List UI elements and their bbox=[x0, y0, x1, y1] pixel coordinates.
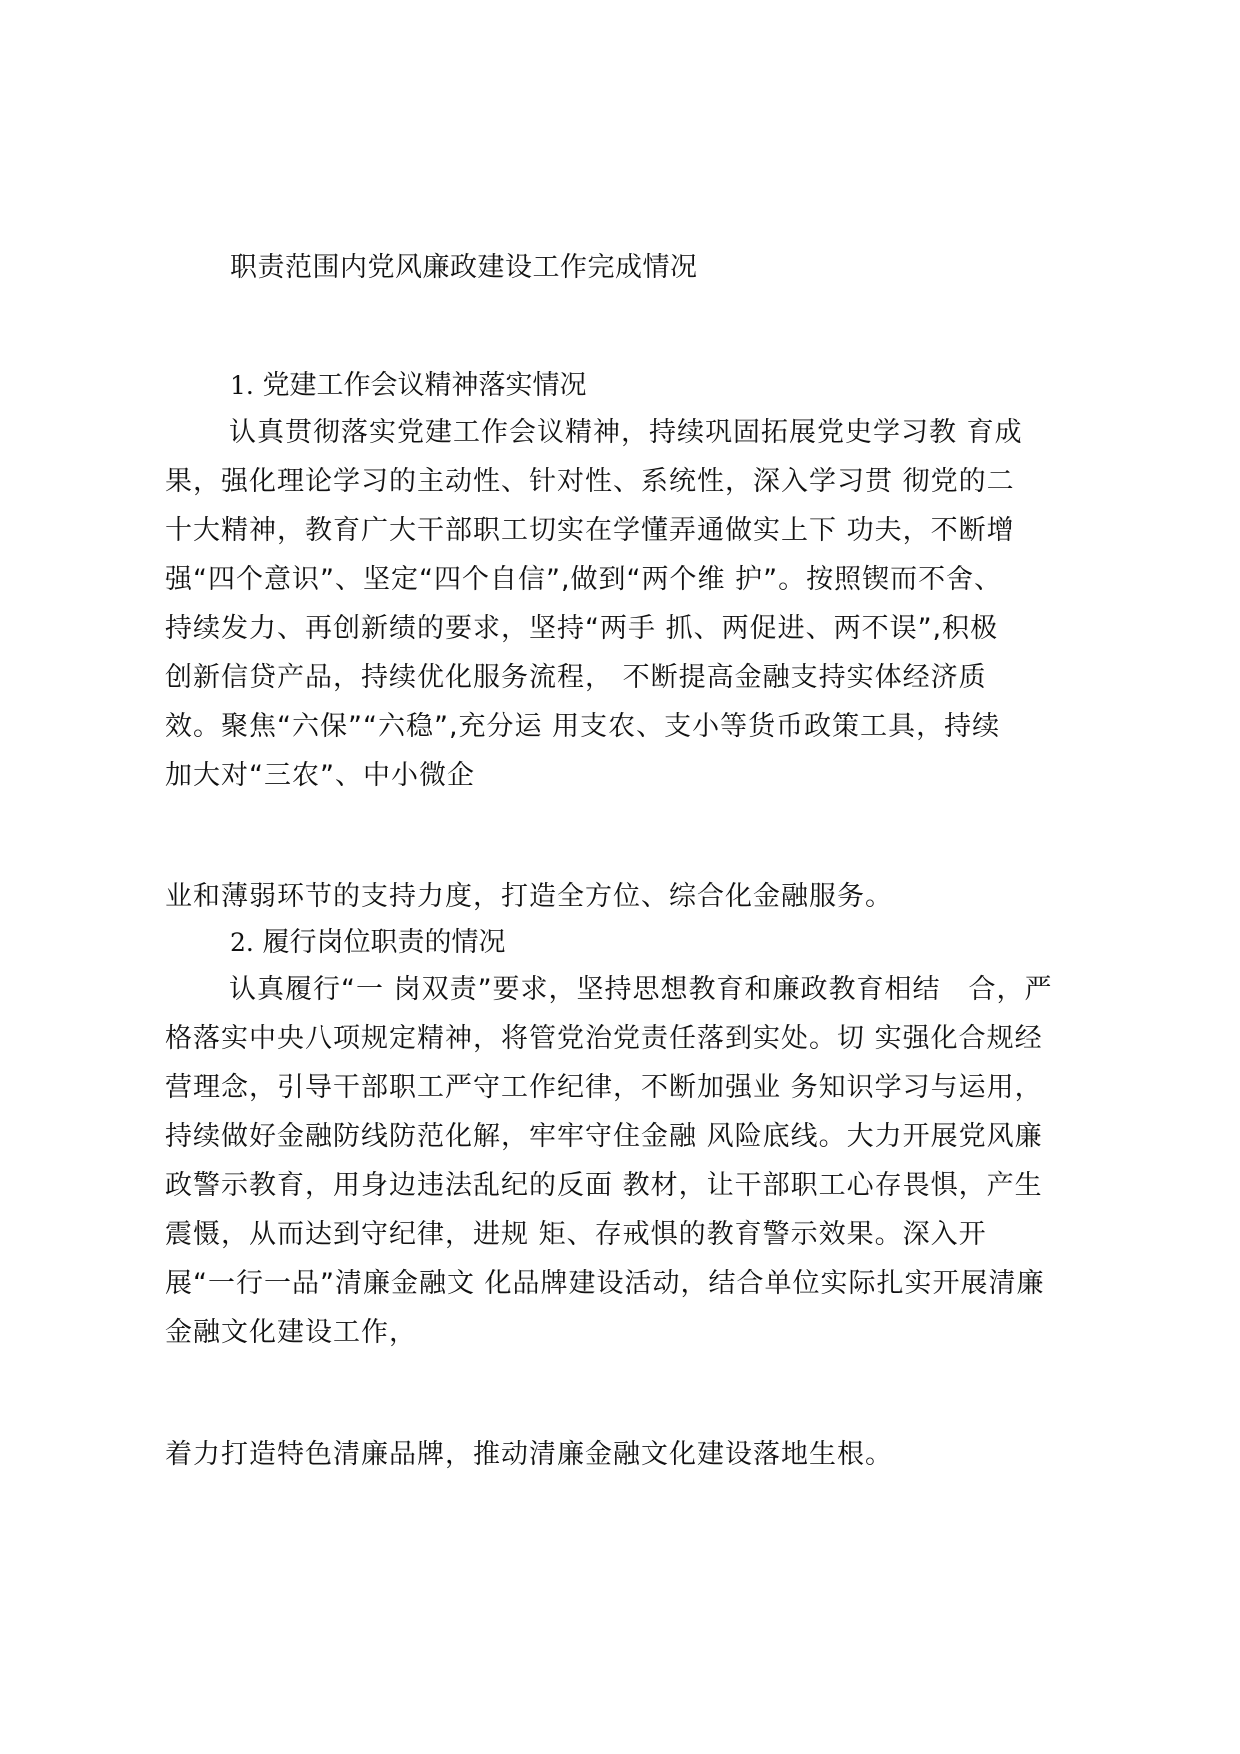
paragraph-line: 果，强化理论学习的主动性、针对性、系统性，深入学习贯 彻党的二 bbox=[165, 466, 1015, 497]
paragraph-line: 震慑，从而达到守纪律，进规 矩、存戒惧的教育警示效果。深入开 bbox=[165, 1219, 987, 1250]
paragraph-line: 着力打造特色清廉品牌，推动清廉金融文化建设落地生根。 bbox=[165, 1439, 893, 1470]
section-1-paragraph bbox=[165, 408, 1023, 800]
paragraph-line: 格落实中央八项规定精神，将管党治党责任落到实处。切 实强化合规经 bbox=[165, 1023, 1043, 1054]
paragraph-line: 认真贯彻落实党建工作会议精神，持续巩固拓展党史学习教 育成 bbox=[229, 417, 1023, 448]
section-2-tail bbox=[165, 1430, 893, 1479]
section-2-paragraph bbox=[165, 965, 1053, 1357]
paragraph-line: 持续发力、再创新绩的要求，坚持“两手 抓、两促进、两不误”,积极 bbox=[165, 613, 999, 644]
section-title: 党建工作会议精神落实情况 bbox=[262, 370, 587, 401]
section-number: 2. bbox=[230, 928, 254, 957]
paragraph-line: 业和薄弱环节的支持力度，打造全方位、综合化金融服务。 bbox=[165, 881, 893, 912]
section-heading-1 bbox=[230, 368, 586, 404]
section-1-tail bbox=[165, 872, 893, 921]
paragraph-line: 创新信贷产品，持续优化服务流程， 不断提高金融支持实体经济质 bbox=[165, 662, 987, 693]
paragraph-line: 金融文化建设工作， bbox=[165, 1317, 417, 1348]
section-number: 1. bbox=[230, 371, 254, 400]
document-title: 职责范围内党风廉政建设工作完成情况 bbox=[230, 252, 698, 283]
paragraph-line: 展“一行一品”清廉金融文 化品牌建设活动，结合单位实际扎实开展清廉 bbox=[165, 1268, 1045, 1299]
paragraph-line: 持续做好金融防线防范化解，牢牢守住金融 风险底线。大力开展党风廉 bbox=[165, 1121, 1043, 1152]
section-title: 履行岗位职责的情况 bbox=[262, 927, 506, 958]
paragraph-line: 营理念，引导干部职工严守工作纪律，不断加强业 务知识学习与运用， bbox=[165, 1072, 1043, 1103]
paragraph-line: 政警示教育，用身边违法乱纪的反面 教材，让干部职工心存畏惧，产生 bbox=[165, 1170, 1043, 1201]
paragraph-line: 效。聚焦“六保”“六稳”,充分运 用支农、支小等货币政策工具，持续 bbox=[165, 711, 1001, 742]
paragraph-line: 强“四个意识”、坚定“四个自信”,做到“两个维 护”。按照锲而不舍、 bbox=[165, 564, 1003, 595]
section-heading-2 bbox=[230, 925, 505, 961]
paragraph-line: 认真履行“一 岗双责”要求，坚持思想教育和廉政教育相结 合，严 bbox=[229, 974, 1053, 1005]
paragraph-line: 十大精神，教育广大干部职工切实在学懂弄通做实上下 功夫，不断增 bbox=[165, 515, 1015, 546]
paragraph-line: 加大对“三农”、中小微企 bbox=[165, 760, 475, 791]
